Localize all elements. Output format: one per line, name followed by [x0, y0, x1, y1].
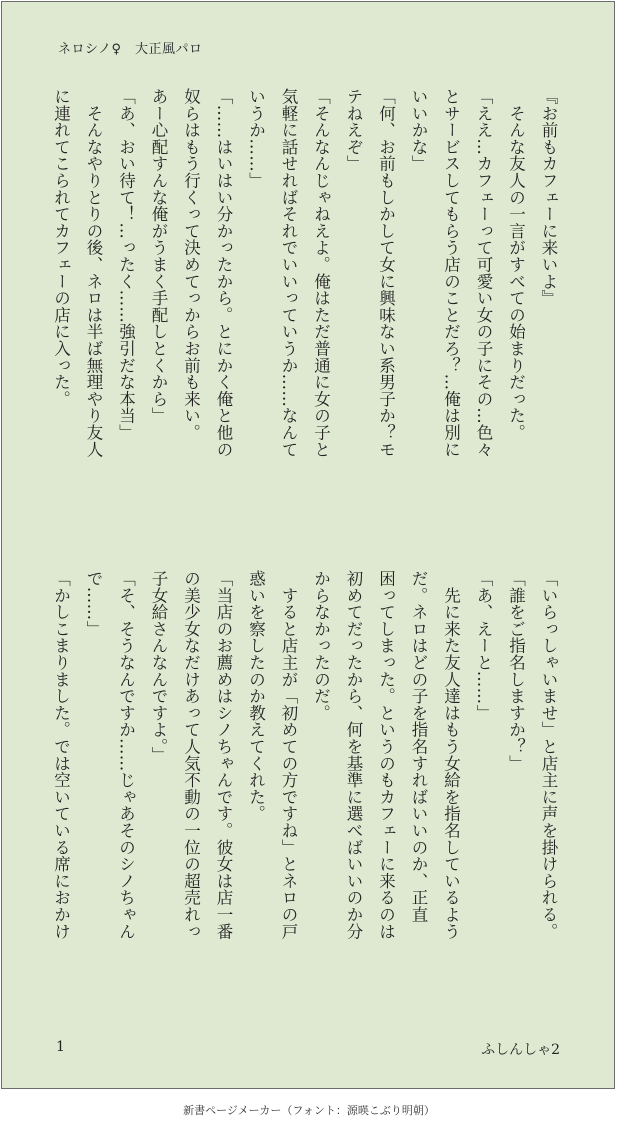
- text-column: とサービスしてもらう店のことだろ？…俺は別に: [441, 88, 461, 458]
- text-column: からなかったのだ。: [311, 570, 331, 722]
- text-column: 「かしこまりました。では空いている席におかけ: [51, 570, 71, 940]
- generator-caption: 新書ページメーカー（フォント：源暎こぶり明朝）: [183, 1104, 435, 1117]
- text-column: そんな友人の一言がすべての始まりだった。: [506, 88, 526, 441]
- text-column: だ。ネロはどの子を指名すればいいのか、正直: [409, 570, 428, 923]
- text-column: 先に来た友人達はもう女給を指名しているよう: [441, 570, 461, 940]
- text-column: そんなやりとりの後、ネロは半ば無理やり友人: [84, 88, 103, 458]
- text-column: 「あ、おい待て！…ったく……強引だな本当」: [116, 88, 136, 441]
- text-column: 気軽に話せればそれでいいっていうか……なんて: [279, 88, 298, 458]
- text-column: 「そんなんじゃねえよ。俺はただ普通に女の子と: [311, 88, 331, 458]
- text-column: 初めてだったから、何を基準に選べばいいのか分: [344, 570, 363, 940]
- text-column: に連れてこられてカフェーの店に入った。: [51, 88, 71, 408]
- page-number: 1: [56, 1039, 65, 1055]
- text-column: 「いらっしゃいませ」と店主に声を掛けられる。: [539, 570, 558, 940]
- text-column: いいかな」: [409, 88, 428, 172]
- text-column: 奴らはもう行くって決めてっからお前も来い。: [181, 88, 201, 441]
- text-column: いうか……」: [246, 88, 266, 189]
- text-column: 『お前もカフェーに来いよ』: [539, 88, 558, 307]
- text-column: 「当店のお薦めはシノちゃんです。彼女は店一番: [214, 570, 233, 940]
- text-column: あー心配すんな俺がうまく手配しとくから」: [149, 88, 168, 424]
- author-name: ふしんしゃ2: [481, 1042, 560, 1058]
- text-column: 「ええ…カフェーって可愛い女の子にその…色々: [474, 88, 493, 458]
- text-block-bottom: [50, 570, 560, 1002]
- text-column: 「……はいはい分かったから。とにかく俺と他の: [214, 88, 233, 458]
- text-column: 「そ、そうなんですか……じゃあそのシノちゃん: [116, 570, 136, 940]
- text-column: 惑いを察したのか教えてくれた。: [246, 570, 266, 822]
- text-block-top: [50, 88, 560, 520]
- text-column: 子女給さんなんですよ。」: [149, 570, 168, 764]
- text-column: 困ってしまった。というのもカフェーに来るのは: [376, 570, 396, 940]
- text-column: 「何、お前もしかして女に興味ない系男子か？モ: [376, 88, 396, 458]
- book-page: [1, 1, 615, 1089]
- text-column: 「誰をご指名しますか？」: [506, 570, 526, 772]
- text-column: すると店主が「初めての方ですね」とネロの戸: [279, 570, 298, 940]
- text-column: の美少女なだけあって人気不動の一位の超売れっ: [181, 570, 201, 940]
- text-column: で……」: [84, 570, 103, 638]
- page-header: ネロシノ♀ 大正風パロ: [58, 42, 203, 57]
- text-column: テねえぞ」: [344, 88, 363, 172]
- text-column: 「あ、えーと……」: [474, 570, 493, 722]
